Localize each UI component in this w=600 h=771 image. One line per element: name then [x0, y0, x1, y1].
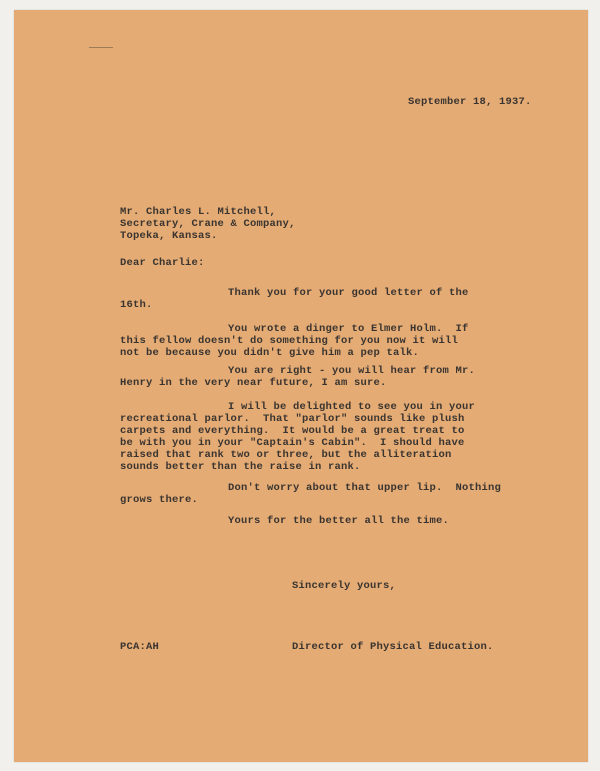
paragraph-4-first-line: I will be delighted to see you in your	[228, 401, 476, 413]
paragraph-2-first-line: You wrote a dinger to Elmer Holm. If	[228, 323, 469, 335]
paragraph-3-first-line: You are right - you will hear from Mr.	[228, 365, 476, 377]
paragraph-1-rest: 16th.	[120, 299, 153, 311]
recipient-title: Secretary, Crane & Company,	[120, 218, 296, 230]
paragraph-4-rest: recreational parlor. That "parlor" sounds like plush carpets and everything. It would be a great treat to be with you in your "Captain's Cabin". I should have raised that rank two or three, but the alliteration sounds better than the raise in rank.	[120, 413, 465, 473]
paragraph-1-first-line: Thank you for your good letter of the	[228, 287, 469, 299]
signatory-title: Director of Physical Education.	[292, 641, 494, 653]
paragraph-2-rest: this fellow doesn't do something for you now it will not be because you didn't give him a pep talk.	[120, 335, 459, 359]
paragraph-5-first-line: Don't worry about that upper lip. Nothing	[228, 482, 502, 494]
letter-date: September 18, 1937.	[408, 96, 532, 108]
paragraph-5-rest: grows there.	[120, 494, 199, 506]
salutation: Dear Charlie:	[120, 257, 205, 269]
closing-line: Yours for the better all the time.	[228, 515, 450, 527]
recipient-city: Topeka, Kansas.	[120, 230, 218, 242]
paragraph-3-rest: Henry in the very near future, I am sure.	[120, 377, 387, 389]
margin-mark	[89, 47, 113, 48]
signoff: Sincerely yours,	[292, 580, 397, 592]
recipient-name: Mr. Charles L. Mitchell,	[120, 206, 277, 218]
letter-page	[14, 10, 588, 762]
typist-initials: PCA:AH	[120, 641, 160, 653]
